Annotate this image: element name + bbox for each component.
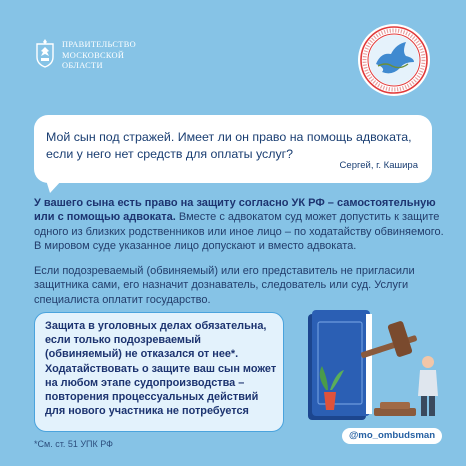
- social-handle[interactable]: @mo_ombudsman: [342, 428, 442, 444]
- moscow-oblast-crest-icon: [34, 38, 56, 68]
- gov-line-1: ПРАВИТЕЛЬСТВО: [62, 40, 136, 49]
- highlight-text: Защита в уголовных делах обязательна, если только подозреваемый (обвиняемый) не отказался от нее*. Ходатайствовать о защите ваш сын может на любом этапе судопроизводства – повторения процессуальных действий для нового участника не потребуется: [45, 320, 277, 418]
- question-line-2: если у него нет средств для оплаты услуг?: [46, 147, 294, 161]
- answer-key-point: У вашего сына есть право на защиту согласно УК РФ – самостоятельную или с помощью адвоката.: [34, 197, 436, 224]
- person-figure-icon: [418, 356, 438, 416]
- footnote: *См. ст. 51 УПК РФ: [34, 439, 114, 449]
- answer-paragraph-1: [34, 196, 444, 254]
- law-book-icon: [308, 310, 372, 420]
- justice-illustration: [296, 300, 446, 430]
- question-author: Сергей, г. Кашира: [339, 160, 418, 171]
- answer-details: Вместе с адвокатом суд может допустить к защите одного из близких родственников или иное лицо – по ходатайству обвиняемого. В мировом суде указанное лицо допускают и вместо адвоката.: [34, 211, 444, 253]
- question-card: [34, 115, 432, 183]
- answer-paragraph-2: Если подозреваемый (обвиняемый) или его представитель не пригласили защитника сами, его назначит дознаватель, следователь или суд. Услуги специалиста оплатит государство.: [34, 265, 415, 306]
- gov-line-3: ОБЛАСТИ: [62, 61, 103, 70]
- header: [0, 0, 466, 110]
- ombudsman-dove-emblem-icon: [356, 22, 432, 98]
- question-line-1: Мой сын под стражей. Имеет ли он право на помощь адвоката,: [46, 130, 412, 144]
- question-text: [46, 129, 421, 163]
- government-title: [62, 40, 192, 72]
- speech-bubble-tail: [46, 180, 66, 194]
- gov-line-2: МОСКОВСКОЙ: [62, 50, 125, 60]
- highlight-card: [34, 312, 284, 432]
